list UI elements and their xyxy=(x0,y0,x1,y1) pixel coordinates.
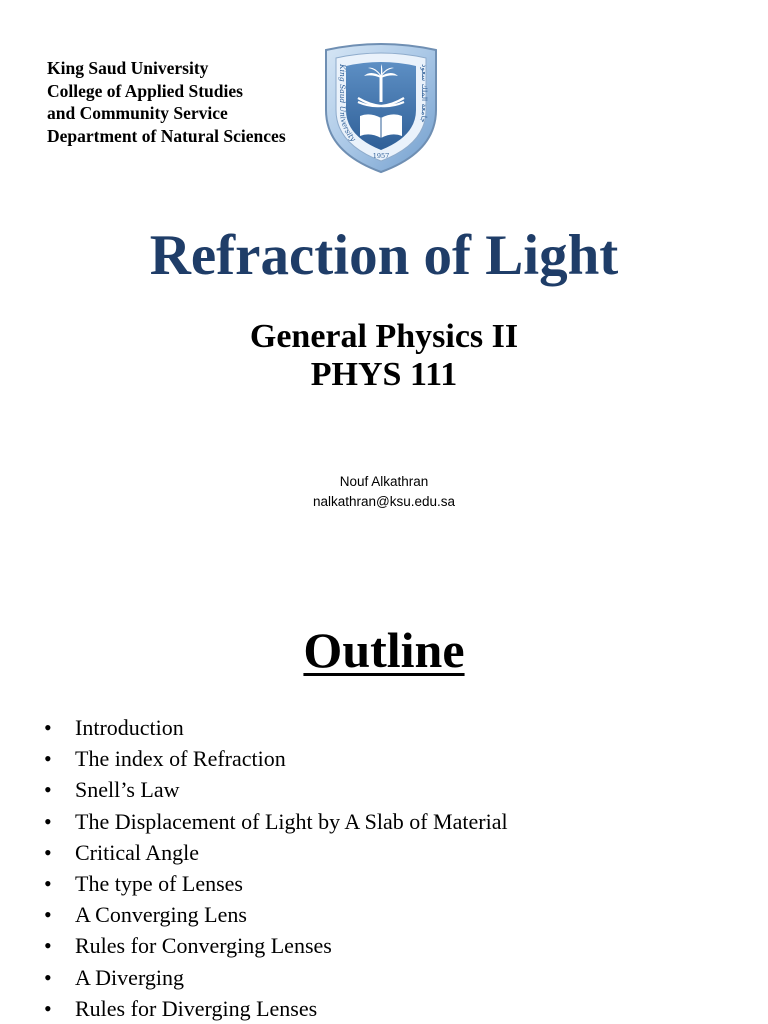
outline-heading-text: Outline xyxy=(303,622,465,678)
outline-item xyxy=(44,774,508,805)
outline-item xyxy=(44,837,508,868)
author-block xyxy=(0,472,768,512)
outline-item xyxy=(44,899,508,930)
outline-item xyxy=(44,962,508,993)
bullet-icon: • xyxy=(44,839,52,865)
bullet-icon: • xyxy=(44,964,52,990)
outline-item xyxy=(44,806,508,837)
author-name: Nouf Alkathran xyxy=(339,474,429,489)
institution-block xyxy=(47,57,286,147)
outline-item-text: Introduction xyxy=(75,715,184,740)
course-code: PHYS 111 xyxy=(310,356,458,393)
outline-item-text: Snell’s Law xyxy=(75,777,180,803)
bullet-icon: • xyxy=(44,933,52,959)
bullet-icon: • xyxy=(44,746,52,772)
svg-text:1957: 1957 xyxy=(372,152,390,160)
outline-item-text: Critical Angle xyxy=(75,839,200,865)
svg-text:King Saud University: King Saud University xyxy=(337,64,358,144)
svg-text:جامعة الملك سعود: جامعة الملك سعود xyxy=(418,64,430,124)
bullet-icon: • xyxy=(44,715,52,740)
bullet-icon: • xyxy=(44,995,52,1021)
bullet-icon: • xyxy=(44,777,52,803)
outline-item-text: The type of Lenses xyxy=(75,871,243,897)
outline-item-text: The Displacement of Light by A Slab of Material xyxy=(75,808,508,834)
outline-item xyxy=(44,712,508,743)
bullet-icon: • xyxy=(44,902,52,928)
department-name: Department of Natural Sciences xyxy=(47,125,286,146)
outline-item xyxy=(44,993,508,1024)
outline-item-text: A Converging Lens xyxy=(75,902,247,928)
course-name: General Physics II xyxy=(249,318,519,355)
university-name: King Saud University xyxy=(47,58,209,78)
course-subtitle xyxy=(0,318,768,394)
outline-item xyxy=(44,868,508,899)
bullet-icon: • xyxy=(44,808,52,834)
seal-graphic xyxy=(322,40,440,174)
outline-item xyxy=(44,743,508,774)
outline-item-text: The index of Refraction xyxy=(75,746,286,772)
author-email: nalkathran@ksu.edu.sa xyxy=(312,494,456,509)
outline-list xyxy=(44,712,508,1024)
presentation-title: Refraction of Light xyxy=(149,224,619,287)
college-name-continued: and Community Service xyxy=(47,103,228,124)
outline-item-text: Rules for Converging Lenses xyxy=(75,933,332,959)
outline-heading xyxy=(0,620,768,680)
college-name: College of Applied Studies xyxy=(47,80,243,101)
outline-item xyxy=(44,930,508,961)
bullet-icon: • xyxy=(44,871,52,897)
university-seal-icon xyxy=(322,40,440,174)
outline-item-text: Rules for Diverging Lenses xyxy=(75,995,318,1021)
outline-item-text: A Diverging xyxy=(75,964,184,990)
